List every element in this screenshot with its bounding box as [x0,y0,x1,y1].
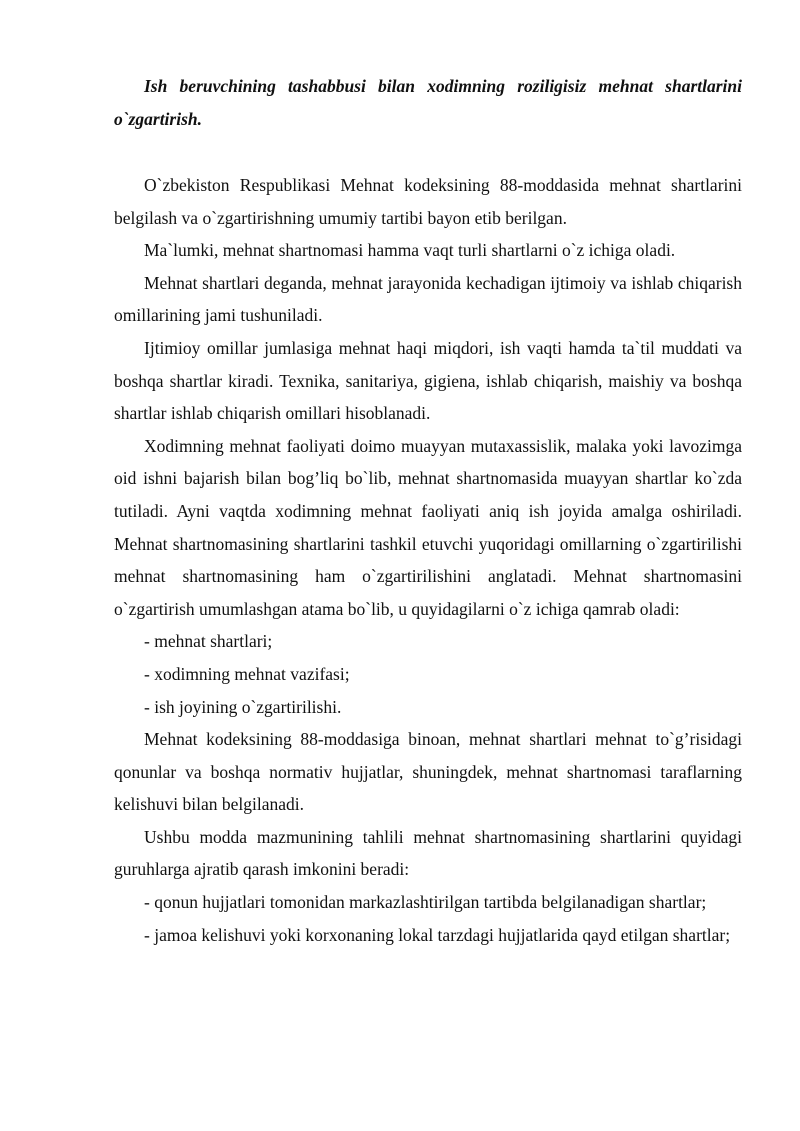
paragraph-contract-conditions: Ma`lumki, mehnat shartnomasi hamma vaqt turli shartlarni o`z ichiga oladi. [144,240,676,261]
list-item-labor-conditions: - mehnat shartlari; [144,631,273,652]
paragraph-labor-code-article-88: O`zbekiston Respublikasi Mehnat kodeksining 88-moddasida mehnat shartlarini belgilash va o`zgartirishning umumiy tartibi bayon etib berilgan. [114,175,742,228]
paragraph-article-analysis: Ushbu modda mazmunining tahlili mehnat shartnomasining shartlarini quyidagi guruhlarga ajratib qarash imkonini beradi: [114,826,742,880]
paragraph-employee-activity: Xodimning mehnat faoliyati doimo muayyan mutaxassislik, malaka yoki lavozimga oid ishni bajarish bilan bog’liq bo`lib, mehnat shartnomasida muayyan shartlar ko`zda tutiladi. Ayni vaqtda xodimning mehnat faoliyati aniq ish joyida amalga oshiriladi. Mehnat shartnomasining shartlarini tashkil etuvchi yuqoridagi omillarning o`zgartirilishi mehnat shartnomasining ham o`zgartirilishini anglatadi. Mehnat shartnomasini o`zgartirish umumlashgan atama bo`lib, u quyidagilarni o`z ichiga qamrab oladi: [114,435,742,619]
paragraph-labor-conditions-definition: Mehnat shartlari deganda, mehnat jarayonida kechadigan ijtimoiy va ishlab chiqarish omillarining jami tushuniladi. [114,272,742,326]
paragraph-article-88-basis: Mehnat kodeksining 88-moddasiga binoan, mehnat shartlari mehnat to`g’risidagi qonunlar va boshqa normativ hujjatlar, shuningdek, mehnat shartnomasi taraflarning kelishuvi bilan belgilanadi. [114,729,742,815]
document-page [114,70,742,951]
list-item-collective-agreement-conditions: - jamoa kelishuvi yoki korxonaning lokal tarzdagi hujjatlarida qayd etilgan shartlar; [144,924,731,945]
list-item-centralized-conditions: - qonun hujjatlari tomonidan markazlashtirilgan tartibda belgilanadigan shartlar; [144,892,707,913]
paragraph-social-factors: Ijtimioy omillar jumlasiga mehnat haqi miqdori, ish vaqti hamda ta`til muddati va boshqa shartlar kiradi. Texnika, sanitariya, gigiena, ishlab chiqarish, maishiy va boshqa shartlar ishlab chiqarish omillari hisoblanadi. [114,337,742,424]
document-heading: Ish beruvchining tashabbusi bilan xodimning roziligisiz mehnat shartlarini o`zgartirish. [114,76,742,129]
list-item-workplace-change: - ish joyining o`zgartirilishi. [144,696,342,717]
list-item-employee-duty: - xodimning mehnat vazifasi; [144,663,350,684]
